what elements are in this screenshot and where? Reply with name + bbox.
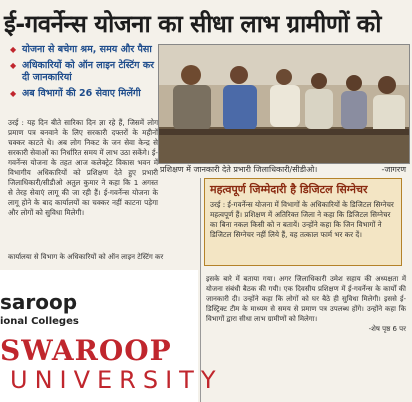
ad-brand-small: saroop [0, 290, 78, 314]
continued-note: -शेष पृष्ठ 6 पर [368, 325, 406, 333]
photo-credit: -जागरण [381, 165, 406, 174]
news-photo [158, 44, 410, 164]
ad-brand-large: SWAROOP [0, 334, 172, 367]
box-text: उरई : ई-गवर्नेन्स योजना में विभागों के अधिकारियों के डिजिटल सिग्नेचर महत्वपूर्ण हैं। प्रशिक्षण में अतिरिक्त जिला ने कहा कि डिजिटल सिग्नेचर का बिना नकल किसी को न बतायें। उन्होंने कहा कि जिन विभागों ने डिजिटल सिग्नेचर नहीं लिये हैं, वह तत्काल फार्म भर कर दें। [210, 200, 394, 239]
article-body-continued: इसके बारे में बताया गया। अगर जिलाधिकारी उमेश सहाय की अध्यक्षता में योजना संबंधी बैठक की गयी। एक दिवसीय प्रशिक्षण में ई-गवर्नेन्स के कार्यों की जानकारी दी। उन्होंने कहा कि लोगों को घर बैठे ही सुविधा मिलेगी। इससे ई-डिस्ट्रिक्ट टीम के माध्यम से समय से प्रमाण पत्र उपलब्ध होंगे। उन्होंने कहा कि विभागों द्वारा सीधा लाभ ग्रामीणों को मिलेगा। [206, 275, 406, 323]
highlight-bullets [10, 44, 155, 104]
headline: ई-गवर्नेन्स योजना का सीधा लाभ ग्रामीणों को [4, 10, 381, 38]
article-column-right [206, 274, 406, 334]
advertisement [0, 270, 223, 402]
article-lower: कार्यालया से विभाग के अधिकारियों को ऑन लाइन टेस्टिंग कर [8, 253, 164, 261]
caption-text: प्रशिक्षण में जानकारी देते प्रभारी जिलाधिकारी/सीडीओ। [160, 165, 318, 174]
bullet-item: ◆ अधिकारियों को ऑन लाइन टेस्टिंग कर दी जानकारियां [10, 60, 155, 84]
article-column-left [8, 118, 158, 218]
sidebar-box [204, 178, 402, 266]
article-body: उरई : यह दिन बीते सारिका दिन ज्ञा रहे हैं, जिसमें लोग प्रमाण पत्र बनवाने के लिए सरकारी दफ्तरों के महीनों चक्कर काटते थे। अब लोग निकट के जन सेवा केन्द्र से सरकारी सेवाओं का निर्धारित समय में लाभ उठा सकेंगे। ई-गवर्नेन्स योजना के तहत आज कलेक्ट्रेट विकास भवन में विभागीय अधिकारियों को प्रशिक्षण देते हुए प्रभारी जिलाधिकारी/सीडीओ अतुल कुमार ने कहा कि 1 अगस्त से तेरह सेवाएं लागू की जा रही हैं। ई-गवर्नेन्स योजना के लागू होने के बाद कार्यालयों का चक्कर नहीं काटना पड़ेगा और लोगों को सुविधा मिलेगी। [8, 118, 158, 217]
box-title: महत्वपूर्ण जिम्मेदारी है डिजिटल सिग्नेचर [210, 183, 368, 196]
ad-university: UNIVERSITY [10, 366, 223, 394]
bullet-item: ◆ योजना से बचेगा श्रम, समय और पैसा [10, 44, 155, 56]
photo-caption [160, 164, 406, 175]
bullet-item: ◆ अब विभागों की 26 सेवाए मिलेंगी [10, 88, 155, 100]
ad-tagline: ional Colleges [0, 316, 79, 327]
